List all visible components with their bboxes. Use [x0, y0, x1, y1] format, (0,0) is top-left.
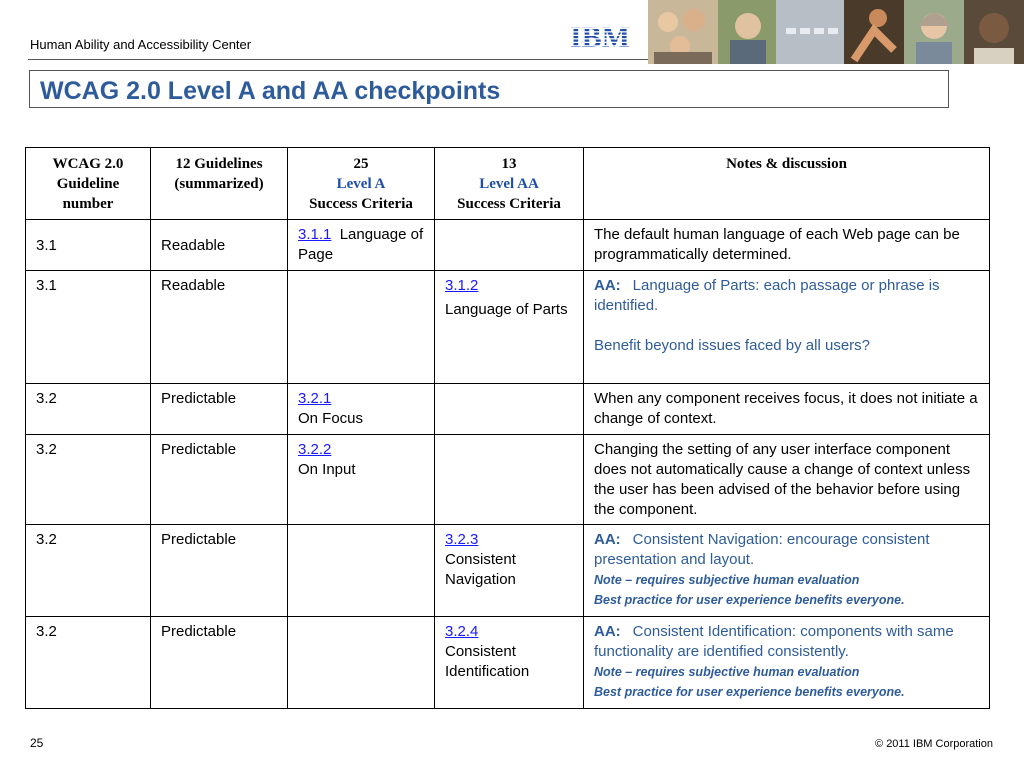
page-title: WCAG 2.0 Level A and AA checkpoints: [40, 77, 501, 105]
cell-level-a: 3.1.1 Language of Page: [288, 220, 435, 271]
cell-guideline: Predictable: [151, 435, 288, 525]
header-level-a: 25 Level A Success Criteria: [288, 148, 435, 220]
cell-guideline: Readable: [151, 220, 288, 271]
cell-level-aa: [435, 220, 584, 271]
photo-man: [964, 0, 1024, 64]
sc-link-3-2-1[interactable]: 3.2.1: [298, 390, 332, 407]
cell-notes: AA: Language of Parts: each passage or phrase is identified. Benefit beyond issues faced by all users?: [584, 271, 990, 384]
photo-elder: [718, 0, 776, 64]
cell-number: 3.1: [26, 271, 151, 384]
table-row: [26, 384, 990, 435]
photo-strip: [648, 0, 1024, 64]
cell-level-a: [288, 525, 435, 617]
table-row: [26, 435, 990, 525]
sc-link-3-1-2[interactable]: 3.1.2: [445, 277, 479, 294]
cell-notes: Changing the setting of any user interface component does not automatically cause a change of context unless the user has been advised of the behavior before using the component.: [584, 435, 990, 525]
cell-level-aa: 3.1.2 Language of Parts: [435, 271, 584, 384]
table-row: [26, 271, 990, 384]
photo-woman: [904, 0, 964, 64]
cell-level-aa: 3.2.4 Consistent Identification: [435, 617, 584, 709]
ibm-logo: [566, 22, 634, 50]
cell-guideline: Readable: [151, 271, 288, 384]
cell-guideline: Predictable: [151, 525, 288, 617]
table-row: [26, 617, 990, 709]
header-notes: Notes & discussion: [584, 148, 990, 220]
org-name: Human Ability and Accessibility Center: [30, 37, 252, 52]
cell-level-a: 3.2.2 On Input: [288, 435, 435, 525]
cell-number: 3.2: [26, 617, 151, 709]
cell-notes: When any component receives focus, it does not initiate a change of context.: [584, 384, 990, 435]
cell-level-aa: 3.2.3 Consistent Navigation: [435, 525, 584, 617]
ibm-logo-text: IBM: [570, 22, 630, 50]
title-box: [29, 70, 949, 108]
header-guideline-number: WCAG 2.0 Guideline number: [26, 148, 151, 220]
table-row: [26, 220, 990, 271]
cell-number: 3.2: [26, 384, 151, 435]
sc-link-3-2-4[interactable]: 3.2.4: [445, 623, 479, 640]
cell-notes: AA: Consistent Navigation: encourage consistent presentation and layout. Note – requires subjective human evaluation Best practice for user experience benefits everyone.: [584, 525, 990, 617]
cell-notes: AA: Consistent Identification: components with same functionality are identified consistently. Note – requires subjective human evaluation Best practice for user experience benefits everyone.: [584, 617, 990, 709]
copyright: © 2011 IBM Corporation: [875, 738, 993, 750]
cell-number: 3.2: [26, 435, 151, 525]
photo-athlete: [844, 0, 904, 64]
cell-number: 3.2: [26, 525, 151, 617]
table-header-row: [26, 148, 990, 220]
cell-level-a: [288, 617, 435, 709]
header-level-aa: 13 Level AA Success Criteria: [435, 148, 584, 220]
cell-guideline: Predictable: [151, 617, 288, 709]
cell-number: 3.1: [26, 220, 151, 271]
photo-keyboard: [776, 0, 844, 64]
cell-level-a: 3.2.1 On Focus: [288, 384, 435, 435]
cell-level-a: [288, 271, 435, 384]
sc-link-3-2-2[interactable]: 3.2.2: [298, 441, 332, 458]
header-divider: [28, 59, 648, 60]
header-guidelines: 12 Guidelines (summarized): [151, 148, 288, 220]
cell-level-aa: [435, 435, 584, 525]
cell-level-aa: [435, 384, 584, 435]
photo-family: [648, 0, 718, 64]
sc-link-3-2-3[interactable]: 3.2.3: [445, 531, 479, 548]
cell-guideline: Predictable: [151, 384, 288, 435]
sc-link-3-1-1[interactable]: 3.1.1: [298, 226, 332, 243]
checkpoints-table: [25, 147, 990, 709]
page-number: 25: [30, 736, 44, 750]
cell-notes: The default human language of each Web page can be programmatically determined.: [584, 220, 990, 271]
table-row: [26, 525, 990, 617]
